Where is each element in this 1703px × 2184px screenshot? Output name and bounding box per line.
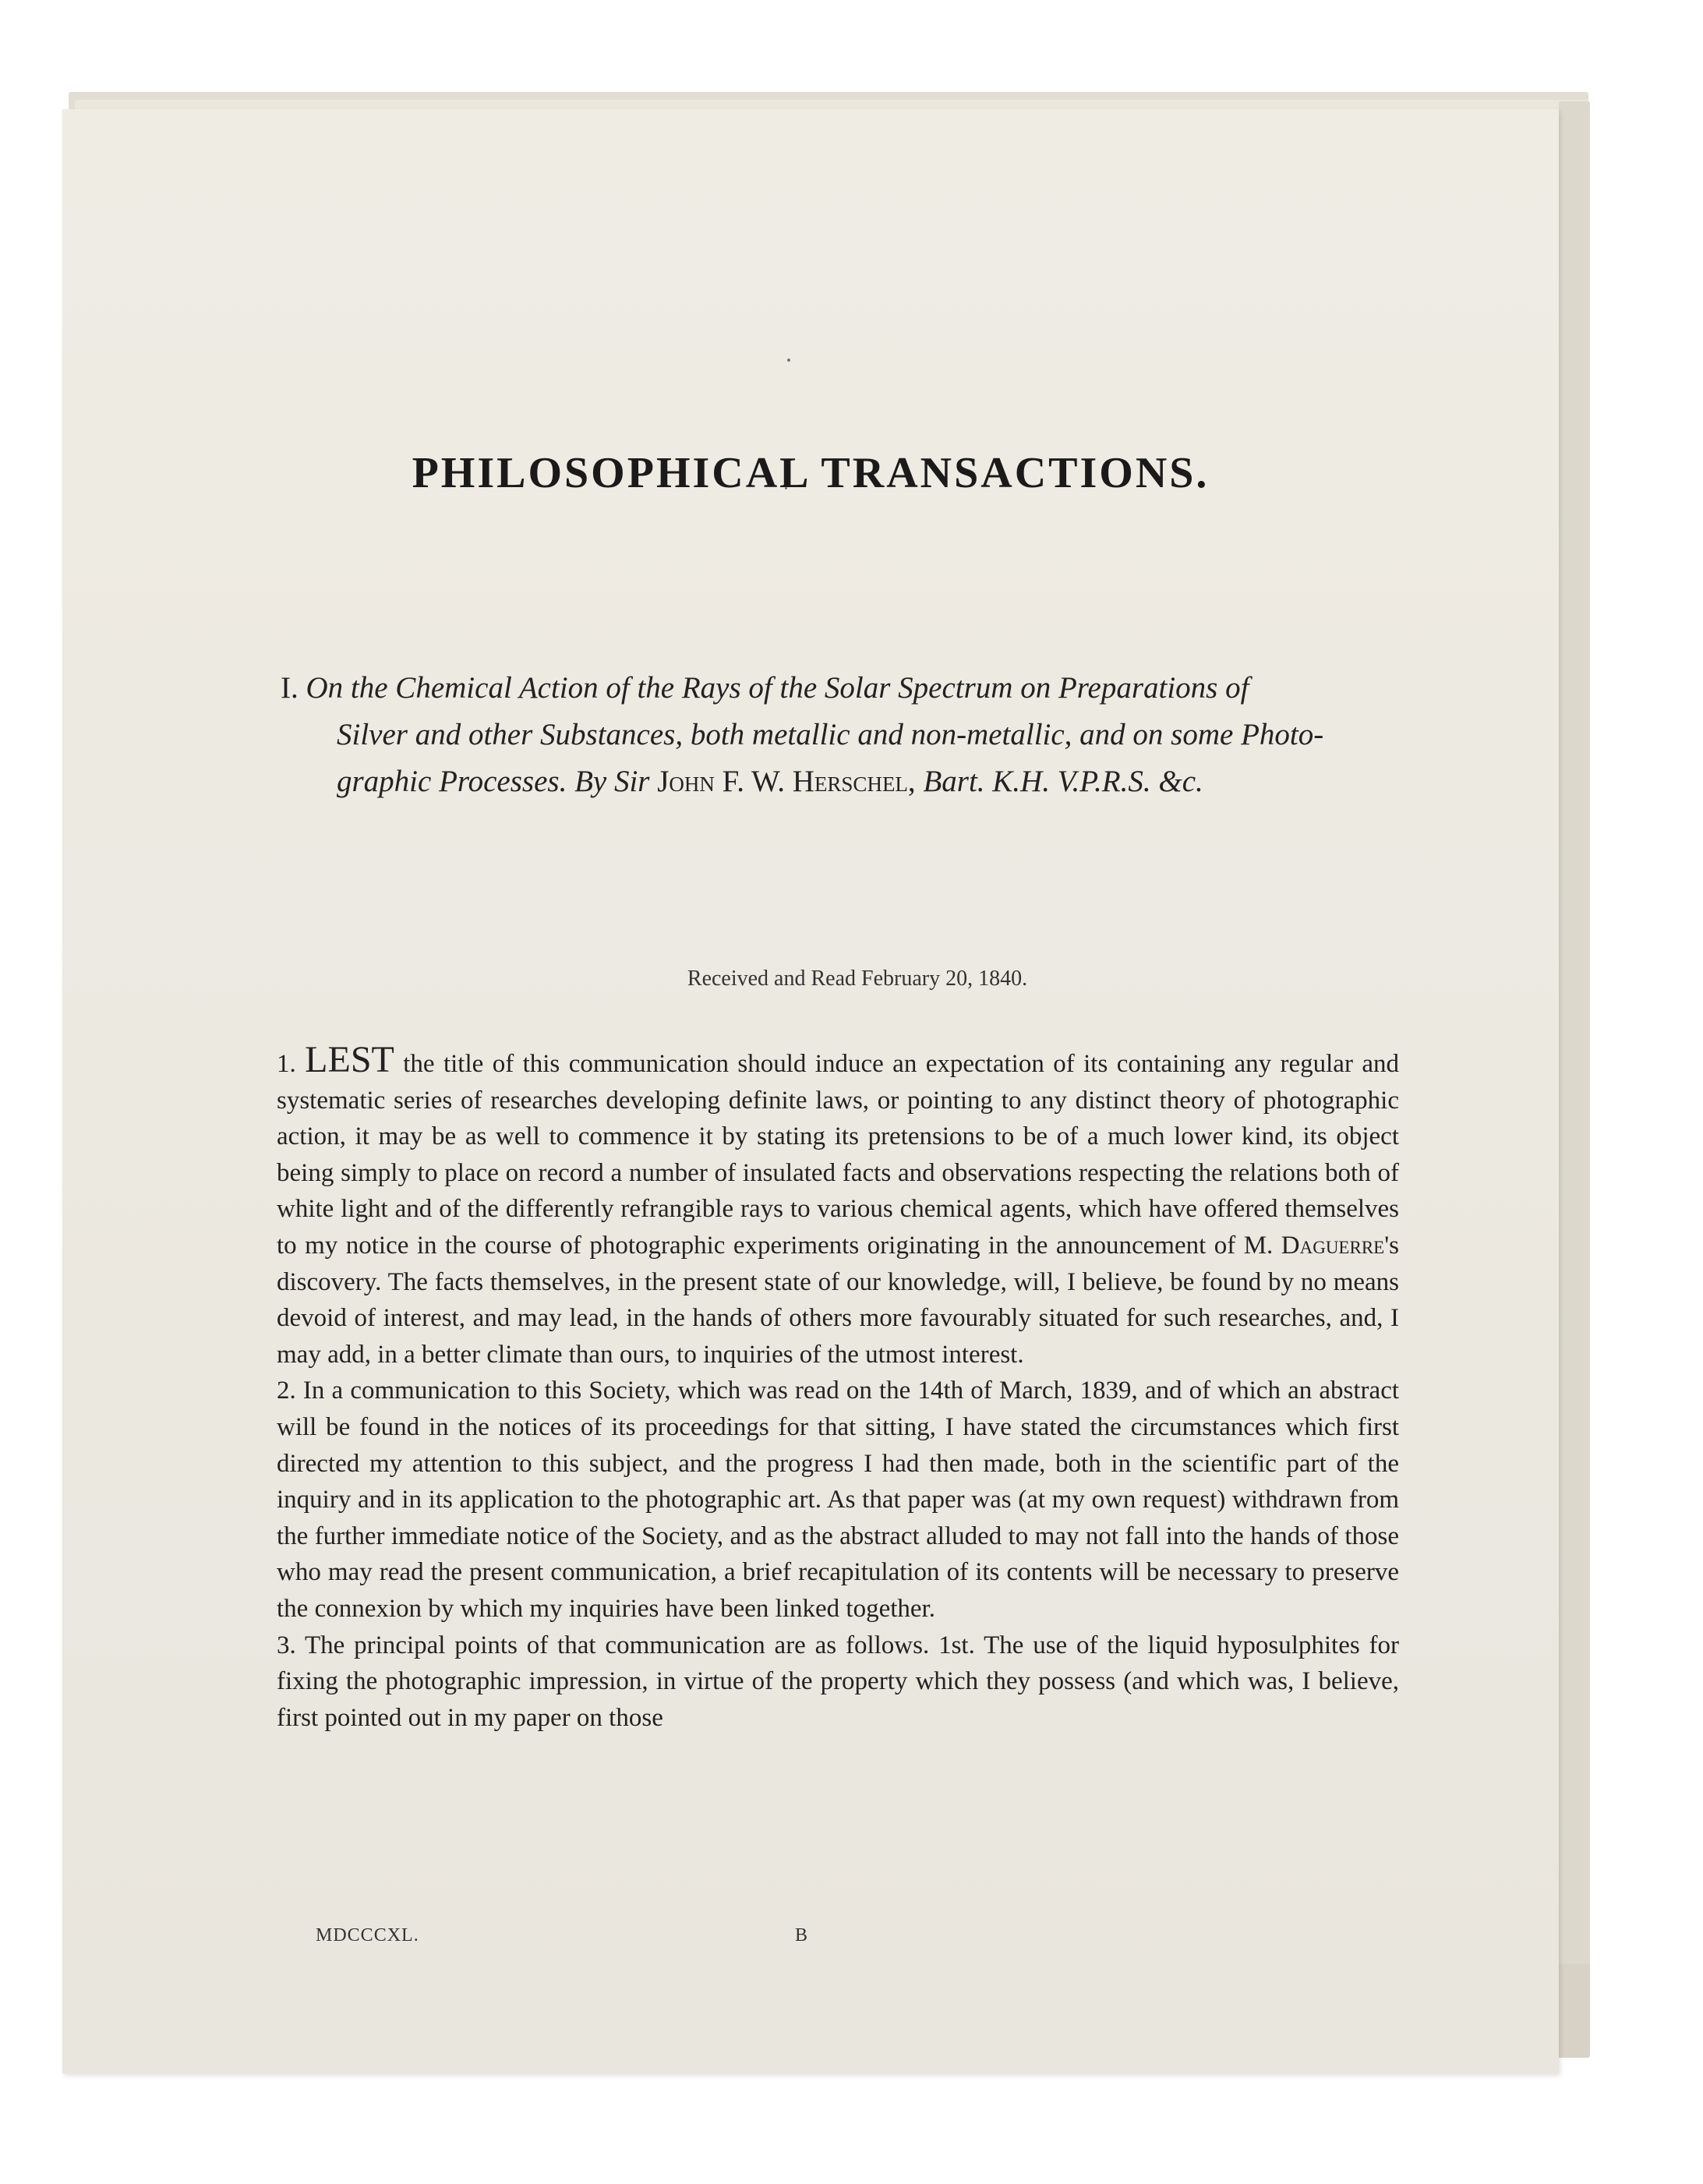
paragraph-3: [277, 1627, 1399, 1737]
journal-title: PHILOSOPHICAL TRANSACTIONS.: [412, 449, 1210, 497]
paragraph-number: 3.: [277, 1631, 296, 1659]
paragraph-1: [277, 1039, 1400, 1373]
drop-cap-word: LEST: [305, 1039, 394, 1080]
paper-number: I.: [281, 671, 299, 705]
paper-heading: [281, 665, 1442, 805]
paragraph-text: In a communication to this Society, which was read on the 14th of March, 1839, and of which an abstract will be found in the notices of its proceedings for that sitting, I have stated the circumstances which first directed my attention to this subject, and the progress I had then made, both in the scientific part of the inquiry and in its application to the photographic art. As that paper was (at my own request) withdrawn from the further immediate notice of the Society, and as the abstract alluded to may not fall into the hands of those who may read the present communication, a brief recapitulation of its contents will be necessary to preserve the connexion by which my inquiries have been linked together.: [277, 1376, 1400, 1623]
heading-text-3b: Bart. K.H. V.P.R.S. &c.: [923, 765, 1203, 798]
received-date: Received and Read February 20, 1840.: [687, 967, 1028, 991]
paragraph-number: 1.: [277, 1050, 296, 1078]
ink-speck: [787, 359, 790, 362]
heading-line-1: [281, 665, 1442, 712]
paragraph-text: 's discovery. The facts themselves, in the present state of our knowledge, will, I believe, be found by no means devoid of interest, and may lead, in the hands of others more favourably situated for such researches, and, I may add, in a better climate than ours, to inquiries of the utmost interest.: [277, 1231, 1400, 1369]
footer-year: MDCCCXL.: [316, 1925, 419, 1945]
heading-line-2: Silver and other Substances, both metallic and non-metallic, and on some Photo-: [337, 718, 1324, 751]
person-name: Daguerre: [1281, 1231, 1385, 1260]
page-content: [62, 109, 1559, 2073]
paragraph-text: The principal points of that communication are as follows. 1st. The use of the liquid hyposulphites for fixing the photographic impression, in virtue of the property which they possess (and which was, I believe, first pointed out in my paper on those: [277, 1631, 1400, 1732]
author-name: John F. W. Herschel,: [657, 765, 916, 798]
heading-line-3: [281, 758, 1442, 805]
document-page: [62, 109, 1559, 2073]
heading-text-3a: graphic Processes. By Sir: [337, 765, 650, 798]
paragraph-text: the title of this communication should induce an expectation of its containing any regular and systematic series of researches developing definite laws, or pointing to any distinct theory of photographic action, it may be as well to commence it by stating its pretensions to be of a much lower kind, its object being simply to place on record a number of insulated facts and observations respecting the relations both of white light and of the differently refrangible rays to various chemical agents, which have offered themselves to my notice in the course of photographic experiments originating in the announcement of M.: [277, 1050, 1399, 1260]
signature-mark: B: [795, 1925, 808, 1945]
body-text: [277, 1039, 1400, 1736]
paragraph-number: 2.: [277, 1376, 296, 1405]
heading-text-1: On the Chemical Action of the Rays of the Solar Spectrum on Preparations of: [306, 671, 1249, 705]
paragraph-2: [277, 1373, 1399, 1627]
page-stack-edge: [1559, 101, 1590, 1972]
